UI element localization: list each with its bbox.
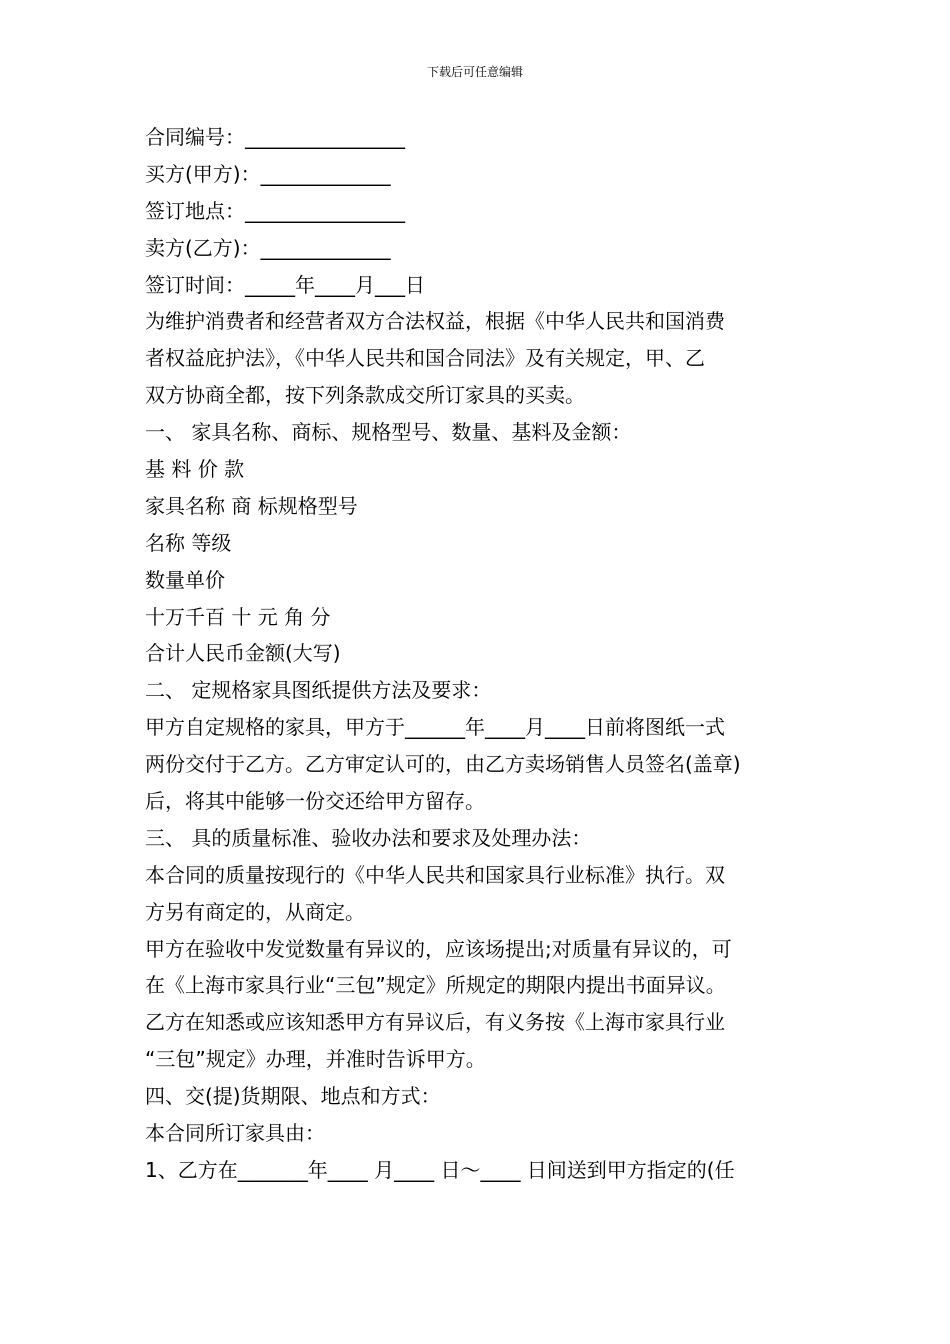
contract-body <box>145 119 815 1189</box>
signing-place-line: 签订地点：________________ <box>145 198 405 223</box>
section-2-line-2: 两份交付于乙方。乙方审定认可的，由乙方卖场销售人员签名(盖章) <box>145 752 741 777</box>
buyer-line: 买方(甲方)：_____________ <box>145 161 391 186</box>
section-3-line-2: 方另有商定的，从商定。 <box>145 899 365 924</box>
section-2-line-1: 甲方自定规格的家具，甲方于______年____月____日前将图纸一式 <box>145 715 725 740</box>
preamble-line-1: 为维护消费者和经营者双方合法权益，根据《中华人民共和国消费 <box>145 309 725 334</box>
section-3-line-5: 乙方在知悉或应该知悉甲方有异议后，有义务按《上海市家具行业 <box>145 1010 725 1035</box>
section-1-heading: 一、 家具名称、商标、规格型号、数量、基料及金额： <box>145 420 632 445</box>
page-header-note: 下载后可任意编辑 <box>426 65 523 79</box>
section-3-line-1: 本合同的质量按现行的《中华人民共和国家具行业标准》执行。双 <box>145 862 725 887</box>
table-fragment-line-1: 基 料 价 款 <box>145 457 245 482</box>
section-3-line-4: 在《上海市家具行业“三包”规定》所规定的期限内提出书面异议。 <box>145 973 726 998</box>
section-3-line-6: “三包”规定》办理，并准时告诉甲方。 <box>145 1047 486 1072</box>
section-4-line-2: 1、乙方在_______年____ 月____ 日～____ 日间送到甲方指定的(任 <box>145 1157 735 1182</box>
section-4-heading: 四、交(提)货期限、地点和方式： <box>145 1084 441 1109</box>
table-fragment-line-2: 家具名称 商 标规格型号 <box>145 493 358 518</box>
seller-line: 卖方(乙方)：_____________ <box>145 235 391 260</box>
section-2-heading: 二、 定规格家具图纸提供方法及要求： <box>145 678 492 703</box>
preamble-line-3: 双方协商全都，按下列条款成交所订家具的买卖。 <box>145 383 585 408</box>
table-fragment-line-4: 数量单价 <box>145 567 225 592</box>
preamble-line-2: 者权益庇护法》，《中华人民共和国合同法》及有关规定，甲、乙 <box>145 346 705 371</box>
contract-number-line: 合同编号：________________ <box>145 125 405 149</box>
total-amount-line: 合计人民币金额(大写) <box>145 641 341 666</box>
section-3-line-3: 甲方在验收中发觉数量有异议的，应该场提出;对质量有异议的，可 <box>145 936 732 961</box>
table-fragment-line-3: 名称 等级 <box>145 530 232 555</box>
section-2-line-3: 后，将其中能够一份交还给甲方留存。 <box>145 789 485 814</box>
section-4-line-1: 本合同所订家具由： <box>145 1121 325 1146</box>
section-3-heading: 三、 具的质量标准、验收办法和要求及处理办法： <box>145 825 592 850</box>
table-fragment-line-5: 十万千百 十 元 角 分 <box>145 604 331 629</box>
signing-date-line: 签订时间：_____年____月___日 <box>145 272 425 297</box>
